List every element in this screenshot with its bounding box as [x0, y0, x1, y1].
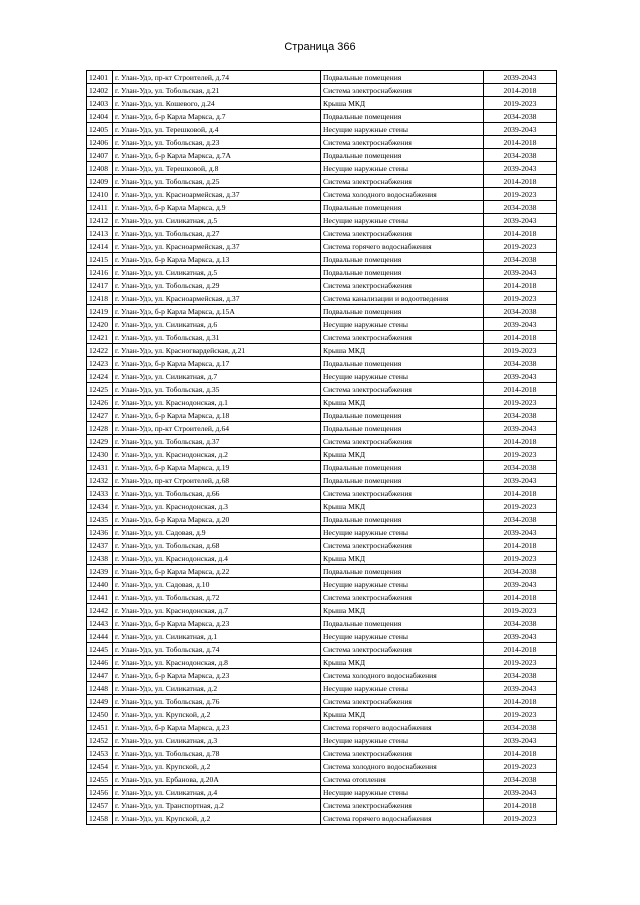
row-number-cell: 12411	[87, 201, 113, 214]
row-number-cell: 12423	[87, 357, 113, 370]
table-body	[87, 71, 557, 825]
period-cell: 2019-2023	[484, 760, 557, 773]
table-row	[87, 370, 557, 383]
address-cell: г. Улан-Удэ, б-р Карла Маркса, д.19	[113, 461, 321, 474]
period-cell: 2039-2043	[484, 71, 557, 84]
row-number-cell: 12450	[87, 708, 113, 721]
table-row	[87, 383, 557, 396]
address-cell: г. Улан-Удэ, пр-кт Строителей, д.64	[113, 422, 321, 435]
row-number-cell: 12443	[87, 617, 113, 630]
period-cell: 2014-2018	[484, 227, 557, 240]
table-row	[87, 630, 557, 643]
row-number-cell: 12452	[87, 734, 113, 747]
work-type-cell: Крыша МКД	[321, 708, 484, 721]
work-type-cell: Система электроснабжения	[321, 136, 484, 149]
work-type-cell: Несущие наружные стены	[321, 214, 484, 227]
address-cell: г. Улан-Удэ, ул. Силикатная, д.2	[113, 682, 321, 695]
table-row	[87, 357, 557, 370]
row-number-cell: 12413	[87, 227, 113, 240]
work-type-cell: Подвальные помещения	[321, 266, 484, 279]
table-row	[87, 565, 557, 578]
row-number-cell: 12416	[87, 266, 113, 279]
table-row	[87, 162, 557, 175]
row-number-cell: 12454	[87, 760, 113, 773]
work-type-cell: Несущие наружные стены	[321, 734, 484, 747]
row-number-cell: 12428	[87, 422, 113, 435]
work-type-cell: Подвальные помещения	[321, 357, 484, 370]
row-number-cell: 12446	[87, 656, 113, 669]
row-number-cell: 12445	[87, 643, 113, 656]
row-number-cell: 12444	[87, 630, 113, 643]
work-type-cell: Система электроснабжения	[321, 539, 484, 552]
period-cell: 2039-2043	[484, 266, 557, 279]
period-cell: 2034-2038	[484, 149, 557, 162]
row-number-cell: 12414	[87, 240, 113, 253]
table-row	[87, 539, 557, 552]
row-number-cell: 12405	[87, 123, 113, 136]
period-cell: 2039-2043	[484, 162, 557, 175]
period-cell: 2019-2023	[484, 97, 557, 110]
row-number-cell: 12440	[87, 578, 113, 591]
work-type-cell: Несущие наружные стены	[321, 526, 484, 539]
table-row	[87, 617, 557, 630]
work-type-cell: Система холодного водоснабжения	[321, 669, 484, 682]
address-cell: г. Улан-Удэ, ул. Красноармейская, д.37	[113, 240, 321, 253]
table-row	[87, 214, 557, 227]
work-type-cell: Система электроснабжения	[321, 643, 484, 656]
row-number-cell: 12404	[87, 110, 113, 123]
period-cell: 2019-2023	[484, 552, 557, 565]
row-number-cell: 12401	[87, 71, 113, 84]
period-cell: 2014-2018	[484, 84, 557, 97]
row-number-cell: 12429	[87, 435, 113, 448]
address-cell: г. Улан-Удэ, ул. Тобольская, д.23	[113, 136, 321, 149]
table-row	[87, 487, 557, 500]
address-cell: г. Улан-Удэ, ул. Краснодонская, д.7	[113, 604, 321, 617]
period-cell: 2039-2043	[484, 474, 557, 487]
row-number-cell: 12435	[87, 513, 113, 526]
work-type-cell: Подвальные помещения	[321, 461, 484, 474]
period-cell: 2034-2038	[484, 721, 557, 734]
table-row	[87, 773, 557, 786]
address-cell: г. Улан-Удэ, ул. Крупской, д.2	[113, 708, 321, 721]
page-number-label: Страница 366	[284, 41, 356, 53]
address-cell: г. Улан-Удэ, ул. Тобольская, д.72	[113, 591, 321, 604]
row-number-cell: 12451	[87, 721, 113, 734]
row-number-cell: 12433	[87, 487, 113, 500]
row-number-cell: 12431	[87, 461, 113, 474]
address-cell: г. Улан-Удэ, ул. Силикатная, д.7	[113, 370, 321, 383]
work-type-cell: Несущие наружные стены	[321, 682, 484, 695]
address-cell: г. Улан-Удэ, ул. Силикатная, д.6	[113, 318, 321, 331]
table-row	[87, 799, 557, 812]
period-cell: 2039-2043	[484, 526, 557, 539]
table-row	[87, 279, 557, 292]
address-cell: г. Улан-Удэ, ул. Красногвардейская, д.21	[113, 344, 321, 357]
row-number-cell: 12422	[87, 344, 113, 357]
address-cell: г. Улан-Удэ, ул. Силикатная, д.4	[113, 786, 321, 799]
table-row	[87, 188, 557, 201]
work-type-cell: Несущие наружные стены	[321, 318, 484, 331]
row-number-cell: 12418	[87, 292, 113, 305]
work-type-cell: Подвальные помещения	[321, 565, 484, 578]
work-type-cell: Подвальные помещения	[321, 201, 484, 214]
work-type-cell: Система электроснабжения	[321, 383, 484, 396]
work-type-cell: Несущие наружные стены	[321, 370, 484, 383]
address-cell: г. Улан-Удэ, ул. Тобольская, д.74	[113, 643, 321, 656]
table-row	[87, 253, 557, 266]
address-cell: г. Улан-Удэ, пр-кт Строителей, д.68	[113, 474, 321, 487]
work-type-cell: Крыша МКД	[321, 604, 484, 617]
period-cell: 2039-2043	[484, 786, 557, 799]
table-row	[87, 500, 557, 513]
address-cell: г. Улан-Удэ, б-р Карла Маркса, д.23	[113, 721, 321, 734]
period-cell: 2039-2043	[484, 123, 557, 136]
work-type-cell: Система электроснабжения	[321, 331, 484, 344]
period-cell: 2014-2018	[484, 643, 557, 656]
row-number-cell: 12456	[87, 786, 113, 799]
period-cell: 2014-2018	[484, 695, 557, 708]
row-number-cell: 12409	[87, 175, 113, 188]
work-type-cell: Подвальные помещения	[321, 617, 484, 630]
period-cell: 2014-2018	[484, 383, 557, 396]
period-cell: 2019-2023	[484, 656, 557, 669]
work-type-cell: Система электроснабжения	[321, 591, 484, 604]
work-type-cell: Крыша МКД	[321, 97, 484, 110]
table-row	[87, 643, 557, 656]
work-type-cell: Несущие наружные стены	[321, 162, 484, 175]
period-cell: 2019-2023	[484, 500, 557, 513]
address-cell: г. Улан-Удэ, ул. Тобольская, д.35	[113, 383, 321, 396]
period-cell: 2034-2038	[484, 110, 557, 123]
address-cell: г. Улан-Удэ, б-р Карла Маркса, д.13	[113, 253, 321, 266]
table-row	[87, 578, 557, 591]
period-cell: 2034-2038	[484, 617, 557, 630]
table-row	[87, 240, 557, 253]
table-row	[87, 591, 557, 604]
row-number-cell: 12420	[87, 318, 113, 331]
table-row	[87, 448, 557, 461]
address-cell: г. Улан-Удэ, ул. Садовая, д.9	[113, 526, 321, 539]
work-type-cell: Подвальные помещения	[321, 422, 484, 435]
period-cell: 2039-2043	[484, 682, 557, 695]
address-cell: г. Улан-Удэ, б-р Карла Маркса, д.22	[113, 565, 321, 578]
period-cell: 2039-2043	[484, 370, 557, 383]
row-number-cell: 12442	[87, 604, 113, 617]
address-cell: г. Улан-Удэ, пр-кт Строителей, д.74	[113, 71, 321, 84]
address-cell: г. Улан-Удэ, ул. Красноармейская, д.37	[113, 188, 321, 201]
table-row	[87, 526, 557, 539]
period-cell: 2034-2038	[484, 305, 557, 318]
row-number-cell: 12417	[87, 279, 113, 292]
address-cell: г. Улан-Удэ, ул. Тобольская, д.68	[113, 539, 321, 552]
table-row	[87, 305, 557, 318]
row-number-cell: 12439	[87, 565, 113, 578]
address-cell: г. Улан-Удэ, б-р Карла Маркса, д.17	[113, 357, 321, 370]
address-cell: г. Улан-Удэ, ул. Тобольская, д.27	[113, 227, 321, 240]
table-row	[87, 760, 557, 773]
work-type-cell: Система электроснабжения	[321, 175, 484, 188]
period-cell: 2039-2043	[484, 318, 557, 331]
period-cell: 2014-2018	[484, 799, 557, 812]
row-number-cell: 12403	[87, 97, 113, 110]
period-cell: 2019-2023	[484, 344, 557, 357]
work-type-cell: Крыша МКД	[321, 500, 484, 513]
work-type-cell: Подвальные помещения	[321, 71, 484, 84]
period-cell: 2019-2023	[484, 604, 557, 617]
table-row	[87, 474, 557, 487]
row-number-cell: 12436	[87, 526, 113, 539]
row-number-cell: 12447	[87, 669, 113, 682]
address-cell: г. Улан-Удэ, ул. Тобольская, д.78	[113, 747, 321, 760]
work-type-cell: Система холодного водоснабжения	[321, 188, 484, 201]
work-type-cell: Подвальные помещения	[321, 305, 484, 318]
address-cell: г. Улан-Удэ, б-р Карла Маркса, д.9	[113, 201, 321, 214]
work-type-cell: Система холодного водоснабжения	[321, 760, 484, 773]
period-cell: 2034-2038	[484, 201, 557, 214]
work-type-cell: Система электроснабжения	[321, 695, 484, 708]
row-number-cell: 12415	[87, 253, 113, 266]
work-type-cell: Система электроснабжения	[321, 799, 484, 812]
address-cell: г. Улан-Удэ, ул. Садовая, д.10	[113, 578, 321, 591]
row-number-cell: 12457	[87, 799, 113, 812]
work-type-cell: Подвальные помещения	[321, 253, 484, 266]
table-row	[87, 201, 557, 214]
address-cell: г. Улан-Удэ, б-р Карла Маркса, д.15А	[113, 305, 321, 318]
period-cell: 2014-2018	[484, 487, 557, 500]
address-cell: г. Улан-Удэ, ул. Красноармейская, д.37	[113, 292, 321, 305]
address-cell: г. Улан-Удэ, б-р Карла Маркса, д.18	[113, 409, 321, 422]
row-number-cell: 12407	[87, 149, 113, 162]
period-cell: 2034-2038	[484, 773, 557, 786]
work-type-cell: Крыша МКД	[321, 396, 484, 409]
work-type-cell: Система электроснабжения	[321, 84, 484, 97]
row-number-cell: 12408	[87, 162, 113, 175]
work-type-cell: Система горячего водоснабжения	[321, 721, 484, 734]
row-number-cell: 12402	[87, 84, 113, 97]
row-number-cell: 12430	[87, 448, 113, 461]
period-cell: 2034-2038	[484, 565, 557, 578]
address-cell: г. Улан-Удэ, ул. Силикатная, д.5	[113, 266, 321, 279]
table-row	[87, 331, 557, 344]
period-cell: 2014-2018	[484, 331, 557, 344]
period-cell: 2019-2023	[484, 292, 557, 305]
address-cell: г. Улан-Удэ, ул. Тобольская, д.76	[113, 695, 321, 708]
work-type-cell: Система электроснабжения	[321, 487, 484, 500]
row-number-cell: 12432	[87, 474, 113, 487]
work-type-cell: Система электроснабжения	[321, 435, 484, 448]
address-cell: г. Улан-Удэ, ул. Тобольская, д.66	[113, 487, 321, 500]
table-row	[87, 552, 557, 565]
period-cell: 2039-2043	[484, 578, 557, 591]
work-type-cell: Несущие наружные стены	[321, 123, 484, 136]
table-row	[87, 786, 557, 799]
address-cell: г. Улан-Удэ, ул. Тобольская, д.37	[113, 435, 321, 448]
address-cell: г. Улан-Удэ, б-р Карла Маркса, д.23	[113, 669, 321, 682]
address-cell: г. Улан-Удэ, б-р Карла Маркса, д.7А	[113, 149, 321, 162]
period-cell: 2014-2018	[484, 539, 557, 552]
period-cell: 2019-2023	[484, 188, 557, 201]
table-row	[87, 84, 557, 97]
address-cell: г. Улан-Удэ, ул. Тобольская, д.29	[113, 279, 321, 292]
period-cell: 2014-2018	[484, 175, 557, 188]
work-type-cell: Система горячего водоснабжения	[321, 812, 484, 825]
address-cell: г. Улан-Удэ, ул. Краснодонская, д.8	[113, 656, 321, 669]
table-row	[87, 136, 557, 149]
address-cell: г. Улан-Удэ, ул. Краснодонская, д.1	[113, 396, 321, 409]
table-row	[87, 149, 557, 162]
address-cell: г. Улан-Удэ, б-р Карла Маркса, д.7	[113, 110, 321, 123]
row-number-cell: 12426	[87, 396, 113, 409]
row-number-cell: 12406	[87, 136, 113, 149]
table-row	[87, 669, 557, 682]
period-cell: 2034-2038	[484, 461, 557, 474]
work-type-cell: Система канализации и водоотведения	[321, 292, 484, 305]
table-row	[87, 266, 557, 279]
period-cell: 2034-2038	[484, 513, 557, 526]
address-cell: г. Улан-Удэ, ул. Краснодонская, д.3	[113, 500, 321, 513]
row-number-cell: 12419	[87, 305, 113, 318]
table-row	[87, 812, 557, 825]
work-type-cell: Система отопления	[321, 773, 484, 786]
table-row	[87, 435, 557, 448]
table-row	[87, 227, 557, 240]
work-type-cell: Крыша МКД	[321, 552, 484, 565]
table-row	[87, 513, 557, 526]
address-cell: г. Улан-Удэ, ул. Тобольская, д.31	[113, 331, 321, 344]
work-type-cell: Система горячего водоснабжения	[321, 240, 484, 253]
address-cell: г. Улан-Удэ, ул. Краснодонская, д.4	[113, 552, 321, 565]
row-number-cell: 12453	[87, 747, 113, 760]
work-type-cell: Крыша МКД	[321, 448, 484, 461]
table-row	[87, 71, 557, 84]
row-number-cell: 12412	[87, 214, 113, 227]
work-type-cell: Система электроснабжения	[321, 279, 484, 292]
address-cell: г. Улан-Удэ, б-р Карла Маркса, д.20	[113, 513, 321, 526]
table-row	[87, 292, 557, 305]
table-row	[87, 721, 557, 734]
table-row	[87, 747, 557, 760]
address-cell: г. Улан-Удэ, ул. Краснодонская, д.2	[113, 448, 321, 461]
table-row	[87, 97, 557, 110]
work-type-cell: Подвальные помещения	[321, 149, 484, 162]
row-number-cell: 12448	[87, 682, 113, 695]
period-cell: 2019-2023	[484, 240, 557, 253]
address-cell: г. Улан-Удэ, ул. Тобольская, д.21	[113, 84, 321, 97]
row-number-cell: 12441	[87, 591, 113, 604]
period-cell: 2034-2038	[484, 409, 557, 422]
address-cell: г. Улан-Удэ, ул. Ербанова, д.20А	[113, 773, 321, 786]
work-type-cell: Несущие наружные стены	[321, 630, 484, 643]
row-number-cell: 12455	[87, 773, 113, 786]
work-type-cell: Система электроснабжения	[321, 747, 484, 760]
address-cell: г. Улан-Удэ, ул. Силикатная, д.1	[113, 630, 321, 643]
period-cell: 2039-2043	[484, 630, 557, 643]
address-cell: г. Улан-Удэ, ул. Тобольская, д.25	[113, 175, 321, 188]
table-row	[87, 110, 557, 123]
work-type-cell: Подвальные помещения	[321, 513, 484, 526]
address-cell: г. Улан-Удэ, б-р Карла Маркса, д.23	[113, 617, 321, 630]
address-cell: г. Улан-Удэ, ул. Терешковой, д.8	[113, 162, 321, 175]
table-row	[87, 604, 557, 617]
table-row	[87, 396, 557, 409]
work-type-cell: Подвальные помещения	[321, 474, 484, 487]
period-cell: 2034-2038	[484, 253, 557, 266]
table-row	[87, 656, 557, 669]
period-cell: 2014-2018	[484, 435, 557, 448]
work-type-cell: Система электроснабжения	[321, 227, 484, 240]
period-cell: 2014-2018	[484, 591, 557, 604]
page-header	[0, 41, 640, 54]
table-row	[87, 682, 557, 695]
period-cell: 2019-2023	[484, 448, 557, 461]
row-number-cell: 12449	[87, 695, 113, 708]
address-cell: г. Улан-Удэ, ул. Крупской, д.2	[113, 760, 321, 773]
address-cell: г. Улан-Удэ, ул. Крупской, д.2	[113, 812, 321, 825]
row-number-cell: 12437	[87, 539, 113, 552]
period-cell: 2019-2023	[484, 708, 557, 721]
address-cell: г. Улан-Удэ, ул. Кошевого, д.24	[113, 97, 321, 110]
period-cell: 2019-2023	[484, 812, 557, 825]
row-number-cell: 12458	[87, 812, 113, 825]
work-type-cell: Подвальные помещения	[321, 110, 484, 123]
period-cell: 2034-2038	[484, 357, 557, 370]
address-cell: г. Улан-Удэ, ул. Силикатная, д.5	[113, 214, 321, 227]
address-cell: г. Улан-Удэ, ул. Терешковой, д.4	[113, 123, 321, 136]
repair-schedule-table	[86, 70, 557, 825]
period-cell: 2039-2043	[484, 734, 557, 747]
work-type-cell: Крыша МКД	[321, 344, 484, 357]
table-row	[87, 461, 557, 474]
row-number-cell: 12434	[87, 500, 113, 513]
period-cell: 2014-2018	[484, 136, 557, 149]
work-type-cell: Подвальные помещения	[321, 409, 484, 422]
period-cell: 2039-2043	[484, 422, 557, 435]
period-cell: 2034-2038	[484, 669, 557, 682]
row-number-cell: 12438	[87, 552, 113, 565]
table-row	[87, 175, 557, 188]
table-row	[87, 318, 557, 331]
row-number-cell: 12427	[87, 409, 113, 422]
period-cell: 2019-2023	[484, 396, 557, 409]
table-row	[87, 409, 557, 422]
table-row	[87, 422, 557, 435]
period-cell: 2039-2043	[484, 214, 557, 227]
row-number-cell: 12424	[87, 370, 113, 383]
period-cell: 2014-2018	[484, 747, 557, 760]
work-type-cell: Крыша МКД	[321, 656, 484, 669]
row-number-cell: 12410	[87, 188, 113, 201]
work-type-cell: Несущие наружные стены	[321, 578, 484, 591]
address-cell: г. Улан-Удэ, ул. Транспортная, д.2	[113, 799, 321, 812]
table-row	[87, 695, 557, 708]
table-row	[87, 734, 557, 747]
table-row	[87, 123, 557, 136]
row-number-cell: 12421	[87, 331, 113, 344]
row-number-cell: 12425	[87, 383, 113, 396]
table-row	[87, 344, 557, 357]
work-type-cell: Несущие наружные стены	[321, 786, 484, 799]
table-row	[87, 708, 557, 721]
address-cell: г. Улан-Удэ, ул. Силикатная, д.3	[113, 734, 321, 747]
period-cell: 2014-2018	[484, 279, 557, 292]
